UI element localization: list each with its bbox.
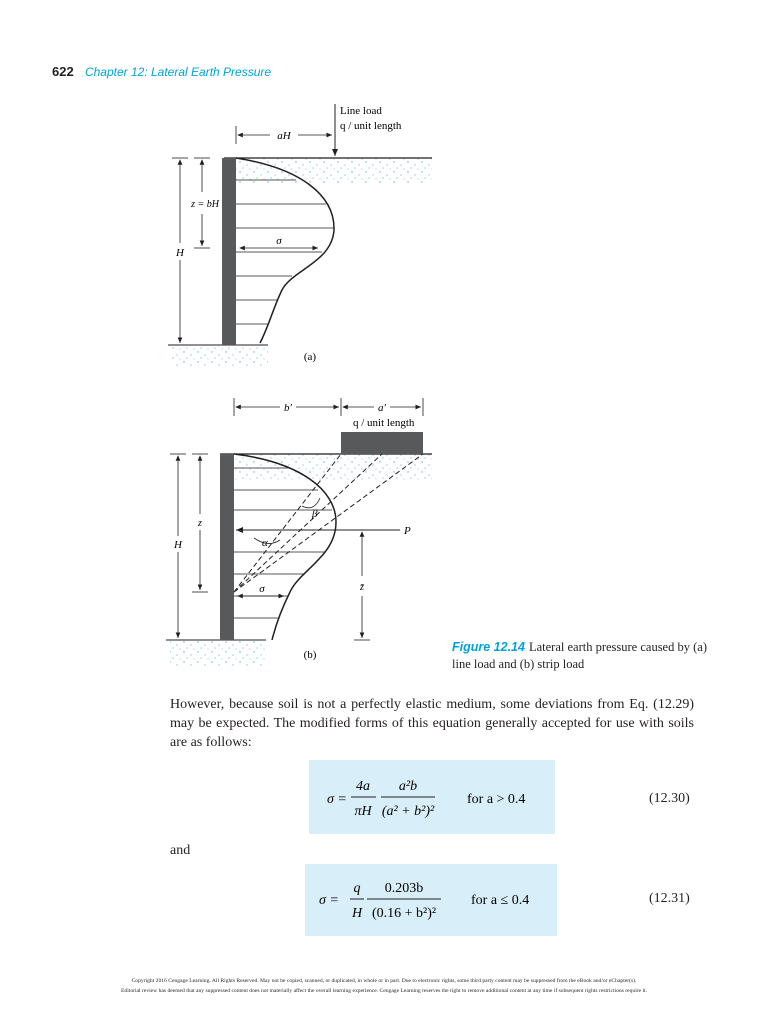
pressure-curve-b [234,454,336,640]
H-label-b: H [174,539,182,551]
pressure-curve-a [236,158,334,343]
eq1-frac2-num: a²b [398,779,418,794]
figure-label: Figure 12.14 [452,640,525,654]
figure-caption [452,639,712,673]
panel-label-b: (b) [303,649,317,661]
soil-surface-b [234,454,432,480]
beta-label: β [312,508,318,520]
eq2-frac2-den: (0.16 + b²)² [371,906,437,921]
figure-a-line-load [168,104,432,367]
footer-line-1: Copyright 2016 Cengage Learning. All Rights Reserved. May not be copied, scanned, or duplicated, in whole or in part. Due to electronic rights, some third party content may be suppressed from the eBook and/or eChapter(s). [131,978,637,984]
page-number: 622 [52,64,74,79]
caption-text: Lateral earth pressure caused by (a) line load and (b) strip load [452,640,707,671]
strip-load [341,432,423,454]
b-prime-label: b′ [284,402,292,414]
soil-base-a [172,345,268,367]
aH-label: aH [277,130,291,142]
eq2-frac1-num: q [353,881,361,896]
H-label-a: H [176,247,184,259]
eq1-condition: for a > 0.4 [467,792,526,807]
footer-line-2: Editorial review has deemed that any suppressed content does not materially affect the overall learning experience. Cengage Learning reserves the right to remove additional content at any time if subsequent rights restrictions require it. [121,988,647,994]
connector-text: and [170,843,191,858]
equation-12-31 [305,864,557,936]
equation-number-12-31: (12.31) [649,891,690,906]
q-label-a: q / unit length [340,120,402,132]
P-label: P [404,525,411,537]
eq1-frac2-den: (a² + b²)² [381,804,435,819]
eq2-lhs: σ = [319,893,339,908]
alpha-label: α [262,537,268,549]
q-label-b: q / unit length [353,417,415,429]
chapter-title: Chapter 12: Lateral Earth Pressure [84,65,272,79]
retaining-wall-a [222,158,236,345]
eq2-frac2-num: 0.203b [384,881,424,896]
figure-b-strip-load [166,398,432,667]
retaining-wall-b [220,454,234,640]
line-load-label: Line load [340,105,382,117]
eq2-frac1-den: H [351,906,363,921]
soil-base-b [170,641,266,667]
eq2-condition: for a ≤ 0.4 [471,893,530,908]
z-bH-label: z = bH [191,199,219,210]
sigma-label-a: σ [276,235,282,247]
a-prime-label: a′ [378,402,386,414]
body-paragraph: However, because soil is not a perfectly elastic medium, some deviations from Eq. (12.29) may be expected. The modified forms of this equation generally accepted for use with soils are as follows: [170,697,694,750]
equation-12-30 [309,760,555,834]
z-label-b: z [198,518,202,529]
panel-label-a: (a) [303,351,317,363]
equation-number-12-30: (12.30) [649,791,690,806]
eq1-frac1-num: 4a [356,779,370,794]
eq1-frac1-den: πH [354,804,372,819]
eq1-lhs: σ = [327,792,347,807]
zbar-label: z̄ [360,582,364,593]
sigma-label-b: σ [259,583,265,595]
